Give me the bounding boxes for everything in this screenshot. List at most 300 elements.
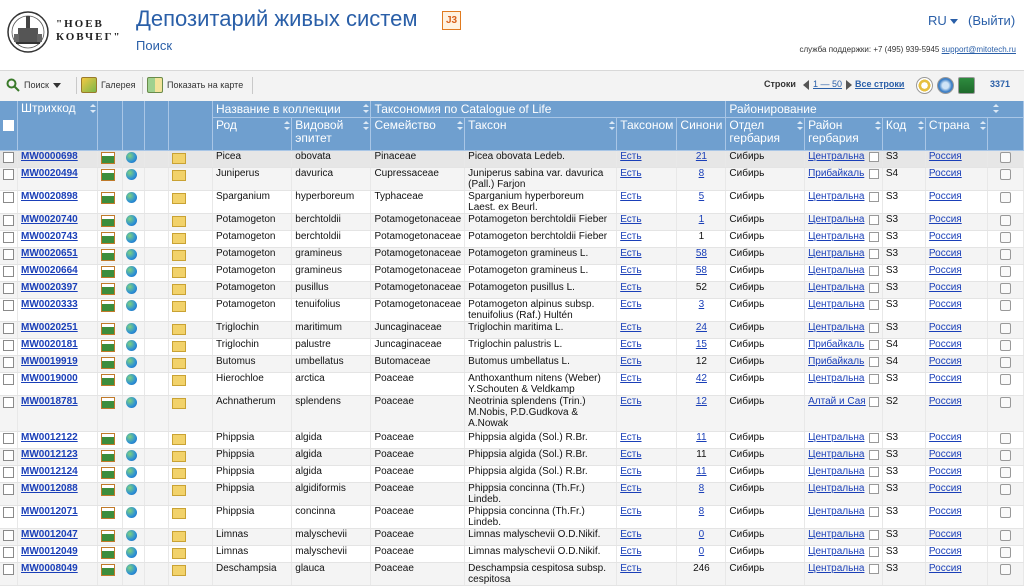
row-checkbox[interactable] bbox=[3, 374, 14, 385]
card-cell[interactable] bbox=[97, 248, 122, 265]
herbarium-region-link[interactable]: Центральна bbox=[808, 546, 865, 557]
row-select-cell[interactable] bbox=[0, 449, 18, 466]
row-select-cell[interactable] bbox=[0, 151, 18, 168]
taxonomy-link[interactable]: Есть bbox=[620, 466, 642, 477]
specimen-card-icon[interactable] bbox=[101, 300, 115, 312]
folder-cell[interactable] bbox=[169, 265, 213, 282]
table-row[interactable] bbox=[0, 191, 1024, 214]
map-cell[interactable] bbox=[122, 396, 144, 432]
site-title[interactable]: Депозитарий живых систем bbox=[136, 6, 418, 31]
table-row[interactable] bbox=[0, 248, 1024, 265]
synonyms-count[interactable]: 12 bbox=[695, 356, 707, 367]
globe-icon[interactable] bbox=[126, 323, 137, 334]
row-checkbox[interactable] bbox=[3, 467, 14, 478]
map-cell[interactable] bbox=[122, 248, 144, 265]
country-link[interactable]: Россия bbox=[928, 449, 962, 460]
folder-icon[interactable] bbox=[172, 193, 186, 204]
row-checkbox[interactable] bbox=[3, 169, 14, 180]
herbarium-region-cell[interactable] bbox=[805, 396, 883, 432]
synonyms-count[interactable]: 8 bbox=[698, 168, 705, 179]
folder-icon[interactable] bbox=[172, 301, 186, 312]
row-select-cell[interactable] bbox=[0, 214, 18, 231]
row-select-cell[interactable] bbox=[0, 373, 18, 396]
synonyms-cell[interactable] bbox=[677, 248, 726, 265]
herbarium-region-cell[interactable] bbox=[805, 248, 883, 265]
herbarium-region-cell[interactable] bbox=[805, 214, 883, 231]
synonyms-count[interactable]: 24 bbox=[695, 322, 707, 333]
specimen-card-icon[interactable] bbox=[101, 450, 115, 462]
map-cell[interactable] bbox=[122, 506, 144, 529]
barcode-link[interactable]: MW0020181 bbox=[21, 339, 78, 350]
region-checkbox[interactable] bbox=[869, 192, 879, 202]
row-action-cell[interactable] bbox=[988, 356, 1024, 373]
region-checkbox[interactable] bbox=[869, 169, 879, 179]
globe-icon[interactable] bbox=[126, 357, 137, 368]
barcode-cell[interactable] bbox=[18, 322, 98, 339]
herbarium-region-cell[interactable] bbox=[805, 563, 883, 586]
row-action-cell[interactable] bbox=[988, 265, 1024, 282]
globe-icon[interactable] bbox=[126, 467, 137, 478]
taxonomy-cell[interactable] bbox=[617, 356, 677, 373]
row-checkbox[interactable] bbox=[3, 215, 14, 226]
specimen-card-icon[interactable] bbox=[101, 484, 115, 496]
folder-icon[interactable] bbox=[172, 434, 186, 445]
folder-icon[interactable] bbox=[172, 284, 186, 295]
herbarium-region-link[interactable]: Центральна bbox=[808, 151, 865, 162]
expand-row-icon[interactable] bbox=[1000, 266, 1011, 277]
map-cell[interactable] bbox=[122, 466, 144, 483]
barcode-cell[interactable] bbox=[18, 151, 98, 168]
taxonomy-link[interactable]: Есть bbox=[620, 231, 642, 242]
next-page-icon[interactable] bbox=[846, 80, 852, 90]
synonyms-cell[interactable] bbox=[677, 265, 726, 282]
synonyms-count[interactable]: 3 bbox=[698, 299, 705, 310]
region-checkbox[interactable] bbox=[869, 340, 879, 350]
region-checkbox[interactable] bbox=[869, 374, 879, 384]
row-checkbox[interactable] bbox=[3, 340, 14, 351]
country-link[interactable]: Россия bbox=[928, 506, 962, 517]
region-checkbox[interactable] bbox=[869, 397, 879, 407]
map-cell[interactable] bbox=[122, 299, 144, 322]
barcode-link[interactable]: MW0012049 bbox=[21, 546, 78, 557]
specimen-card-icon[interactable] bbox=[101, 357, 115, 369]
folder-icon[interactable] bbox=[172, 531, 186, 542]
column-header-herbarium-dept[interactable] bbox=[726, 118, 805, 151]
sort-icon[interactable] bbox=[363, 104, 368, 113]
sort-icon[interactable] bbox=[918, 121, 923, 130]
table-row[interactable] bbox=[0, 231, 1024, 248]
barcode-cell[interactable] bbox=[18, 191, 98, 214]
card-cell[interactable] bbox=[97, 339, 122, 356]
card-cell[interactable] bbox=[97, 466, 122, 483]
taxonomy-cell[interactable] bbox=[617, 432, 677, 449]
folder-cell[interactable] bbox=[169, 248, 213, 265]
folder-cell[interactable] bbox=[169, 231, 213, 248]
folder-icon[interactable] bbox=[172, 451, 186, 462]
row-select-cell[interactable] bbox=[0, 231, 18, 248]
barcode-cell[interactable] bbox=[18, 466, 98, 483]
row-select-cell[interactable] bbox=[0, 529, 18, 546]
herbarium-region-cell[interactable] bbox=[805, 546, 883, 563]
barcode-cell[interactable] bbox=[18, 214, 98, 231]
row-select-cell[interactable] bbox=[0, 432, 18, 449]
taxonomy-cell[interactable] bbox=[617, 322, 677, 339]
refresh-icon[interactable] bbox=[937, 77, 954, 94]
synonyms-count[interactable]: 1 bbox=[698, 231, 705, 242]
language-selector[interactable] bbox=[928, 13, 958, 28]
table-row[interactable] bbox=[0, 483, 1024, 506]
folder-icon[interactable] bbox=[172, 468, 186, 479]
specimen-card-icon[interactable] bbox=[101, 192, 115, 204]
card-cell[interactable] bbox=[97, 506, 122, 529]
synonyms-count[interactable]: 1 bbox=[698, 214, 705, 225]
taxonomy-link[interactable]: Есть bbox=[620, 432, 642, 443]
globe-icon[interactable] bbox=[126, 249, 137, 260]
column-header-genus[interactable] bbox=[213, 118, 292, 151]
herbarium-region-link[interactable]: Центральна bbox=[808, 282, 865, 293]
map-cell[interactable] bbox=[122, 449, 144, 466]
country-link[interactable]: Россия bbox=[928, 546, 962, 557]
barcode-link[interactable]: MW0020664 bbox=[21, 265, 78, 276]
card-cell[interactable] bbox=[97, 299, 122, 322]
synonyms-cell[interactable] bbox=[677, 339, 726, 356]
card-cell[interactable] bbox=[97, 432, 122, 449]
folder-cell[interactable] bbox=[169, 483, 213, 506]
card-cell[interactable] bbox=[97, 282, 122, 299]
country-link[interactable]: Россия bbox=[928, 339, 962, 350]
country-cell[interactable] bbox=[925, 546, 987, 563]
specimen-card-icon[interactable] bbox=[101, 323, 115, 335]
expand-row-icon[interactable] bbox=[1000, 433, 1011, 444]
country-link[interactable]: Россия bbox=[928, 432, 962, 443]
country-link[interactable]: Россия bbox=[928, 231, 962, 242]
region-checkbox[interactable] bbox=[869, 564, 879, 574]
herbarium-region-cell[interactable] bbox=[805, 265, 883, 282]
folder-icon[interactable] bbox=[172, 267, 186, 278]
synonyms-cell[interactable] bbox=[677, 563, 726, 586]
expand-row-icon[interactable] bbox=[1000, 249, 1011, 260]
barcode-link[interactable]: MW0020333 bbox=[21, 299, 78, 310]
synonyms-cell[interactable] bbox=[677, 168, 726, 191]
folder-cell[interactable] bbox=[169, 432, 213, 449]
row-checkbox[interactable] bbox=[3, 152, 14, 163]
table-row[interactable] bbox=[0, 506, 1024, 529]
country-cell[interactable] bbox=[925, 466, 987, 483]
globe-icon[interactable] bbox=[126, 266, 137, 277]
taxonomy-link[interactable]: Есть bbox=[620, 546, 642, 557]
barcode-cell[interactable] bbox=[18, 265, 98, 282]
table-row[interactable] bbox=[0, 373, 1024, 396]
row-action-cell[interactable] bbox=[988, 322, 1024, 339]
synonyms-count[interactable]: 11 bbox=[696, 432, 707, 443]
expand-row-icon[interactable] bbox=[1000, 323, 1011, 334]
barcode-cell[interactable] bbox=[18, 529, 98, 546]
taxonomy-link[interactable]: Есть bbox=[620, 248, 642, 259]
taxonomy-cell[interactable] bbox=[617, 373, 677, 396]
herbarium-region-link[interactable]: Центральна bbox=[808, 432, 865, 443]
table-row[interactable] bbox=[0, 356, 1024, 373]
folder-cell[interactable] bbox=[169, 191, 213, 214]
region-checkbox[interactable] bbox=[869, 530, 879, 540]
globe-icon[interactable] bbox=[126, 530, 137, 541]
row-action-cell[interactable] bbox=[988, 214, 1024, 231]
region-checkbox[interactable] bbox=[869, 547, 879, 557]
country-link[interactable]: Россия bbox=[928, 248, 962, 259]
map-cell[interactable] bbox=[122, 339, 144, 356]
country-cell[interactable] bbox=[925, 231, 987, 248]
country-cell[interactable] bbox=[925, 248, 987, 265]
barcode-link[interactable]: MW0019000 bbox=[21, 373, 78, 384]
folder-icon[interactable] bbox=[172, 216, 186, 227]
row-select-cell[interactable] bbox=[0, 339, 18, 356]
synonyms-count[interactable]: 8 bbox=[698, 483, 705, 494]
country-cell[interactable] bbox=[925, 432, 987, 449]
specimen-card-icon[interactable] bbox=[101, 169, 115, 181]
taxonomy-cell[interactable] bbox=[617, 449, 677, 466]
synonyms-cell[interactable] bbox=[677, 449, 726, 466]
specimen-card-icon[interactable] bbox=[101, 283, 115, 295]
column-header-herbarium-region[interactable] bbox=[805, 118, 883, 151]
herbarium-region-cell[interactable] bbox=[805, 506, 883, 529]
region-checkbox[interactable] bbox=[869, 232, 879, 242]
map-cell[interactable] bbox=[122, 168, 144, 191]
table-row[interactable] bbox=[0, 214, 1024, 231]
table-row[interactable] bbox=[0, 529, 1024, 546]
row-action-cell[interactable] bbox=[988, 432, 1024, 449]
folder-icon[interactable] bbox=[172, 565, 186, 576]
show-on-map-button[interactable] bbox=[147, 75, 243, 95]
card-cell[interactable] bbox=[97, 265, 122, 282]
barcode-cell[interactable] bbox=[18, 373, 98, 396]
taxonomy-link[interactable]: Есть bbox=[620, 506, 642, 517]
country-link[interactable]: Россия bbox=[928, 214, 962, 225]
map-cell[interactable] bbox=[122, 265, 144, 282]
specimen-card-icon[interactable] bbox=[101, 152, 115, 164]
globe-icon[interactable] bbox=[126, 397, 137, 408]
herbarium-region-link[interactable]: Центральна bbox=[808, 506, 865, 517]
specimen-card-icon[interactable] bbox=[101, 249, 115, 261]
prev-page-icon[interactable] bbox=[803, 80, 809, 90]
barcode-cell[interactable] bbox=[18, 168, 98, 191]
map-cell[interactable] bbox=[122, 432, 144, 449]
specimen-card-icon[interactable] bbox=[101, 232, 115, 244]
row-action-cell[interactable] bbox=[988, 563, 1024, 586]
joomla-icon[interactable]: J3 bbox=[442, 11, 461, 30]
herbarium-region-link[interactable]: Центральна bbox=[808, 466, 865, 477]
globe-icon[interactable] bbox=[126, 215, 137, 226]
country-link[interactable]: Россия bbox=[928, 466, 962, 477]
taxonomy-cell[interactable] bbox=[617, 231, 677, 248]
taxonomy-link[interactable]: Есть bbox=[620, 282, 642, 293]
expand-row-icon[interactable] bbox=[1000, 232, 1011, 243]
map-cell[interactable] bbox=[122, 546, 144, 563]
sort-icon[interactable] bbox=[284, 121, 289, 130]
folder-cell[interactable] bbox=[169, 356, 213, 373]
sort-icon[interactable] bbox=[609, 121, 614, 130]
herbarium-region-cell[interactable] bbox=[805, 191, 883, 214]
search-button[interactable] bbox=[6, 75, 61, 95]
herbarium-region-cell[interactable] bbox=[805, 168, 883, 191]
taxonomy-cell[interactable] bbox=[617, 563, 677, 586]
sort-icon[interactable] bbox=[993, 104, 998, 113]
barcode-cell[interactable] bbox=[18, 546, 98, 563]
folder-cell[interactable] bbox=[169, 449, 213, 466]
row-select-cell[interactable] bbox=[0, 299, 18, 322]
herbarium-region-cell[interactable] bbox=[805, 449, 883, 466]
herbarium-region-link[interactable]: Центральна bbox=[808, 265, 865, 276]
taxonomy-link[interactable]: Есть bbox=[620, 214, 642, 225]
region-checkbox[interactable] bbox=[869, 450, 879, 460]
folder-cell[interactable] bbox=[169, 339, 213, 356]
column-header-code[interactable] bbox=[882, 118, 925, 151]
country-cell[interactable] bbox=[925, 483, 987, 506]
region-checkbox[interactable] bbox=[869, 152, 879, 162]
synonyms-count[interactable]: 58 bbox=[695, 265, 707, 276]
taxonomy-cell[interactable] bbox=[617, 529, 677, 546]
synonyms-count[interactable]: 12 bbox=[695, 396, 707, 407]
herbarium-region-link[interactable]: Центральна bbox=[808, 529, 865, 540]
map-cell[interactable] bbox=[122, 373, 144, 396]
row-checkbox[interactable] bbox=[3, 397, 14, 408]
row-checkbox[interactable] bbox=[3, 433, 14, 444]
expand-row-icon[interactable] bbox=[1000, 340, 1011, 351]
country-link[interactable]: Россия bbox=[928, 396, 962, 407]
region-checkbox[interactable] bbox=[869, 215, 879, 225]
taxonomy-link[interactable]: Есть bbox=[620, 339, 642, 350]
row-action-cell[interactable] bbox=[988, 191, 1024, 214]
folder-icon[interactable] bbox=[172, 170, 186, 181]
taxonomy-link[interactable]: Есть bbox=[620, 168, 642, 179]
expand-row-icon[interactable] bbox=[1000, 300, 1011, 311]
country-link[interactable]: Россия bbox=[928, 563, 962, 574]
region-checkbox[interactable] bbox=[869, 266, 879, 276]
sort-icon[interactable] bbox=[363, 121, 368, 130]
row-select-cell[interactable] bbox=[0, 282, 18, 299]
globe-icon[interactable] bbox=[126, 300, 137, 311]
row-action-cell[interactable] bbox=[988, 483, 1024, 506]
gallery-button[interactable] bbox=[81, 75, 136, 95]
globe-icon[interactable] bbox=[126, 283, 137, 294]
card-cell[interactable] bbox=[97, 373, 122, 396]
taxonomy-cell[interactable] bbox=[617, 506, 677, 529]
barcode-cell[interactable] bbox=[18, 339, 98, 356]
country-cell[interactable] bbox=[925, 396, 987, 432]
taxonomy-link[interactable]: Есть bbox=[620, 265, 642, 276]
card-cell[interactable] bbox=[97, 529, 122, 546]
taxonomy-cell[interactable] bbox=[617, 214, 677, 231]
card-cell[interactable] bbox=[97, 483, 122, 506]
taxonomy-link[interactable]: Есть bbox=[620, 373, 642, 384]
row-select-cell[interactable] bbox=[0, 396, 18, 432]
map-cell[interactable] bbox=[122, 356, 144, 373]
power-icon[interactable] bbox=[916, 77, 933, 94]
column-header-species[interactable] bbox=[292, 118, 371, 151]
taxonomy-link[interactable]: Есть bbox=[620, 449, 642, 460]
excel-export-icon[interactable] bbox=[958, 77, 975, 94]
card-cell[interactable] bbox=[97, 214, 122, 231]
country-link[interactable]: Россия bbox=[928, 529, 962, 540]
row-select-cell[interactable] bbox=[0, 546, 18, 563]
country-link[interactable]: Россия bbox=[928, 168, 962, 179]
row-select-cell[interactable] bbox=[0, 563, 18, 586]
column-header-country[interactable] bbox=[925, 118, 987, 151]
barcode-cell[interactable] bbox=[18, 248, 98, 265]
globe-icon[interactable] bbox=[126, 450, 137, 461]
folder-icon[interactable] bbox=[172, 153, 186, 164]
column-header-taxonomy[interactable] bbox=[617, 118, 677, 151]
folder-cell[interactable] bbox=[169, 546, 213, 563]
herbarium-region-cell[interactable] bbox=[805, 373, 883, 396]
expand-row-icon[interactable] bbox=[1000, 547, 1011, 558]
taxonomy-cell[interactable] bbox=[617, 299, 677, 322]
synonyms-count[interactable]: 8 bbox=[698, 506, 705, 517]
country-cell[interactable] bbox=[925, 449, 987, 466]
map-cell[interactable] bbox=[122, 151, 144, 168]
taxonomy-link[interactable]: Есть bbox=[620, 529, 642, 540]
globe-icon[interactable] bbox=[126, 433, 137, 444]
synonyms-cell[interactable] bbox=[677, 322, 726, 339]
row-action-cell[interactable] bbox=[988, 248, 1024, 265]
region-checkbox[interactable] bbox=[869, 467, 879, 477]
country-link[interactable]: Россия bbox=[928, 191, 962, 202]
folder-icon[interactable] bbox=[172, 548, 186, 559]
row-select-cell[interactable] bbox=[0, 506, 18, 529]
row-select-cell[interactable] bbox=[0, 466, 18, 483]
synonyms-cell[interactable] bbox=[677, 466, 726, 483]
row-checkbox[interactable] bbox=[3, 323, 14, 334]
barcode-link[interactable]: MW0020651 bbox=[21, 248, 78, 259]
barcode-link[interactable]: MW0019919 bbox=[21, 356, 78, 367]
map-cell[interactable] bbox=[122, 529, 144, 546]
row-checkbox[interactable] bbox=[3, 507, 14, 518]
synonyms-count[interactable]: 0 bbox=[698, 546, 705, 557]
region-checkbox[interactable] bbox=[869, 433, 879, 443]
country-link[interactable]: Россия bbox=[928, 356, 962, 367]
expand-row-icon[interactable] bbox=[1000, 530, 1011, 541]
barcode-link[interactable]: MW0020740 bbox=[21, 214, 78, 225]
barcode-link[interactable]: MW0012122 bbox=[21, 432, 78, 443]
expand-row-icon[interactable] bbox=[1000, 152, 1011, 163]
barcode-cell[interactable] bbox=[18, 356, 98, 373]
globe-icon[interactable] bbox=[126, 169, 137, 180]
row-select-cell[interactable] bbox=[0, 483, 18, 506]
row-checkbox[interactable] bbox=[3, 300, 14, 311]
table-row[interactable] bbox=[0, 299, 1024, 322]
specimen-card-icon[interactable] bbox=[101, 340, 115, 352]
synonyms-count[interactable]: 246 bbox=[693, 563, 710, 574]
country-link[interactable]: Россия bbox=[928, 265, 962, 276]
globe-icon[interactable] bbox=[126, 374, 137, 385]
region-checkbox[interactable] bbox=[869, 507, 879, 517]
expand-row-icon[interactable] bbox=[1000, 397, 1011, 408]
barcode-cell[interactable] bbox=[18, 231, 98, 248]
country-cell[interactable] bbox=[925, 356, 987, 373]
country-cell[interactable] bbox=[925, 529, 987, 546]
country-cell[interactable] bbox=[925, 506, 987, 529]
synonyms-cell[interactable] bbox=[677, 214, 726, 231]
barcode-link[interactable]: MW0012047 bbox=[21, 529, 78, 540]
card-cell[interactable] bbox=[97, 231, 122, 248]
expand-row-icon[interactable] bbox=[1000, 374, 1011, 385]
taxonomy-cell[interactable] bbox=[617, 265, 677, 282]
column-header-family[interactable] bbox=[371, 118, 465, 151]
country-link[interactable]: Россия bbox=[928, 151, 962, 162]
country-cell[interactable] bbox=[925, 168, 987, 191]
row-checkbox[interactable] bbox=[3, 484, 14, 495]
barcode-cell[interactable] bbox=[18, 432, 98, 449]
card-cell[interactable] bbox=[97, 396, 122, 432]
globe-icon[interactable] bbox=[126, 564, 137, 575]
